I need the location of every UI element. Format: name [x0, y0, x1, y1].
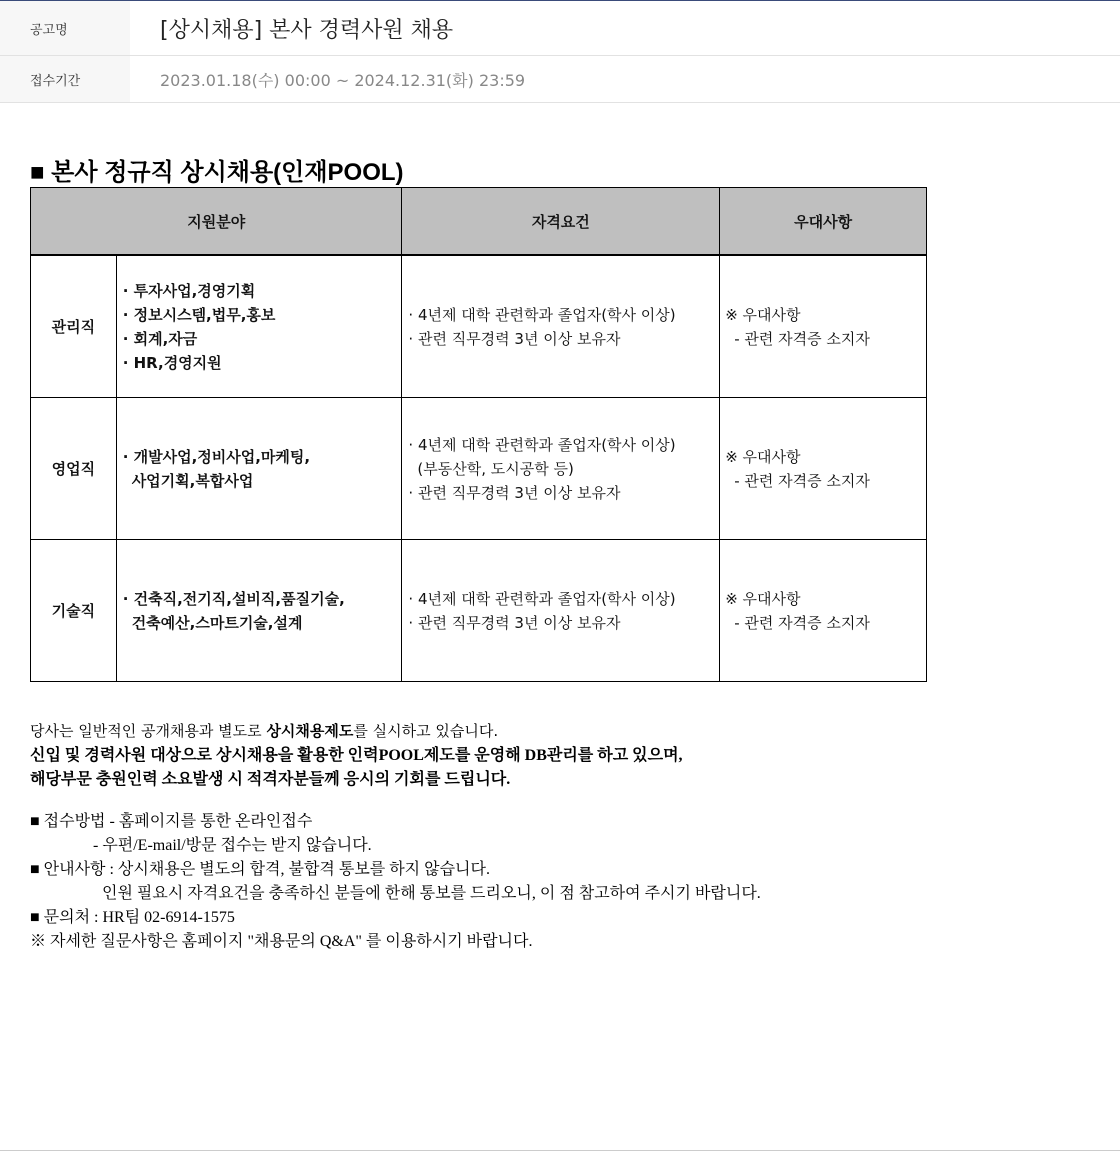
preference-item: - 관련 자격증 소지자	[734, 329, 870, 348]
field-item: 사업기획,복합사업	[131, 471, 254, 490]
field-cell	[116, 540, 402, 682]
recruitment-table	[30, 187, 927, 682]
field-item: · 회계,자금	[122, 329, 198, 348]
application-period: 2023.01.18(수) 00:00 ~ 2024.12.31(화) 23:59	[160, 70, 526, 90]
requirements-cell	[402, 398, 720, 540]
table-row	[31, 398, 927, 540]
requirement-item: · 4년제 대학 관련학과 졸업자(학사 이상)	[408, 305, 676, 324]
intro-text: 해당부문 충원인력 소요발생 시 적격자분들께 응시의 기회를 드립니다.	[30, 771, 511, 788]
requirement-item: · 관련 직무경력 3년 이상 보유자	[408, 329, 621, 348]
guide: ■ 안내사항 : 상시채용은 별도의 합격, 불합격 통보를 하지 않습니다.	[30, 861, 490, 878]
field-item: · 투자사업,경영기획	[122, 281, 256, 300]
requirement-item: · 4년제 대학 관련학과 졸업자(학사 이상)	[408, 435, 676, 454]
intro-text: 를 실시하고 있습니다.	[353, 722, 499, 740]
header-field: 지원분야	[31, 188, 402, 256]
table-row	[31, 540, 927, 682]
field-item: 건축예산,스마트기술,설계	[131, 613, 303, 632]
requirement-item: · 4년제 대학 관련학과 졸업자(학사 이상)	[408, 589, 676, 608]
requirement-item: (부동산학, 도시공학 등)	[417, 459, 574, 478]
field-cell	[116, 398, 402, 540]
application-period-label: 접수기간	[0, 56, 130, 102]
apply-note: - 우편/E-mail/방문 접수는 받지 않습니다.	[93, 837, 372, 854]
category-cell: 기술직	[31, 540, 117, 682]
field-item: · 개발사업,정비사업,마케팅,	[122, 447, 311, 466]
contact: ■ 문의처 : HR팀 02-6914-1575	[30, 909, 235, 926]
guide-note: 인원 필요시 자격요건을 충족하신 분들에 한해 통보를 드리오니, 이 점 참고하여 주시기 바랍니다.	[102, 885, 761, 902]
field-item: · HR,경영지원	[122, 353, 222, 372]
field-cell	[116, 255, 402, 398]
table-row	[31, 255, 927, 398]
qa-note: ※ 자세한 질문사항은 홈페이지 "채용문의 Q&A" 를 이용하시기 바랍니다.	[30, 933, 533, 950]
notice-title: [상시채용] 본사 경력사원 채용	[160, 17, 454, 43]
requirements-cell	[402, 255, 720, 398]
header-requirements: 자격요건	[402, 188, 720, 256]
intro-highlight: 상시채용제도	[266, 722, 354, 740]
bottom-border	[0, 1150, 1120, 1151]
field-item: · 정보시스템,법무,홍보	[122, 305, 276, 324]
preference-item: ※ 우대사항	[725, 447, 801, 466]
category-cell: 영업직	[31, 398, 117, 540]
header-preferences: 우대사항	[720, 188, 927, 256]
notice-info-table	[0, 1, 1120, 103]
preferences-cell	[720, 540, 927, 682]
notice-title-label: 공고명	[0, 1, 130, 55]
preference-item: - 관련 자격증 소지자	[734, 471, 870, 490]
field-item: · 건축직,전기직,설비직,품질기술,	[122, 589, 345, 608]
preferences-cell	[720, 398, 927, 540]
application-period-row	[0, 56, 1120, 103]
requirement-item: · 관련 직무경력 3년 이상 보유자	[408, 483, 621, 502]
apply-method: ■ 접수방법 - 홈페이지를 통한 온라인접수	[30, 813, 313, 830]
notice-title-row	[0, 1, 1120, 56]
preferences-cell	[720, 255, 927, 398]
intro-text: 신입 및 경력사원 대상으로 상시채용을 활용한 인력POOL제도를 운영해 DB관리를 하고 있으며,	[30, 747, 683, 764]
section-title: ■ 본사 정규직 상시채용(인재POOL)	[30, 159, 404, 186]
preference-item: ※ 우대사항	[725, 305, 801, 324]
category-cell: 관리직	[31, 255, 117, 398]
requirements-cell	[402, 540, 720, 682]
intro-line	[30, 744, 1090, 768]
intro-line	[30, 719, 1090, 744]
intro-text: 당사는 일반적인 공개채용과 별도로	[30, 722, 267, 740]
requirement-item: · 관련 직무경력 3년 이상 보유자	[408, 613, 621, 632]
preference-item: ※ 우대사항	[725, 589, 801, 608]
preference-item: - 관련 자격증 소지자	[734, 613, 870, 632]
notice-body	[30, 719, 1090, 954]
intro-line	[30, 768, 1090, 792]
table-header-row	[31, 188, 927, 256]
